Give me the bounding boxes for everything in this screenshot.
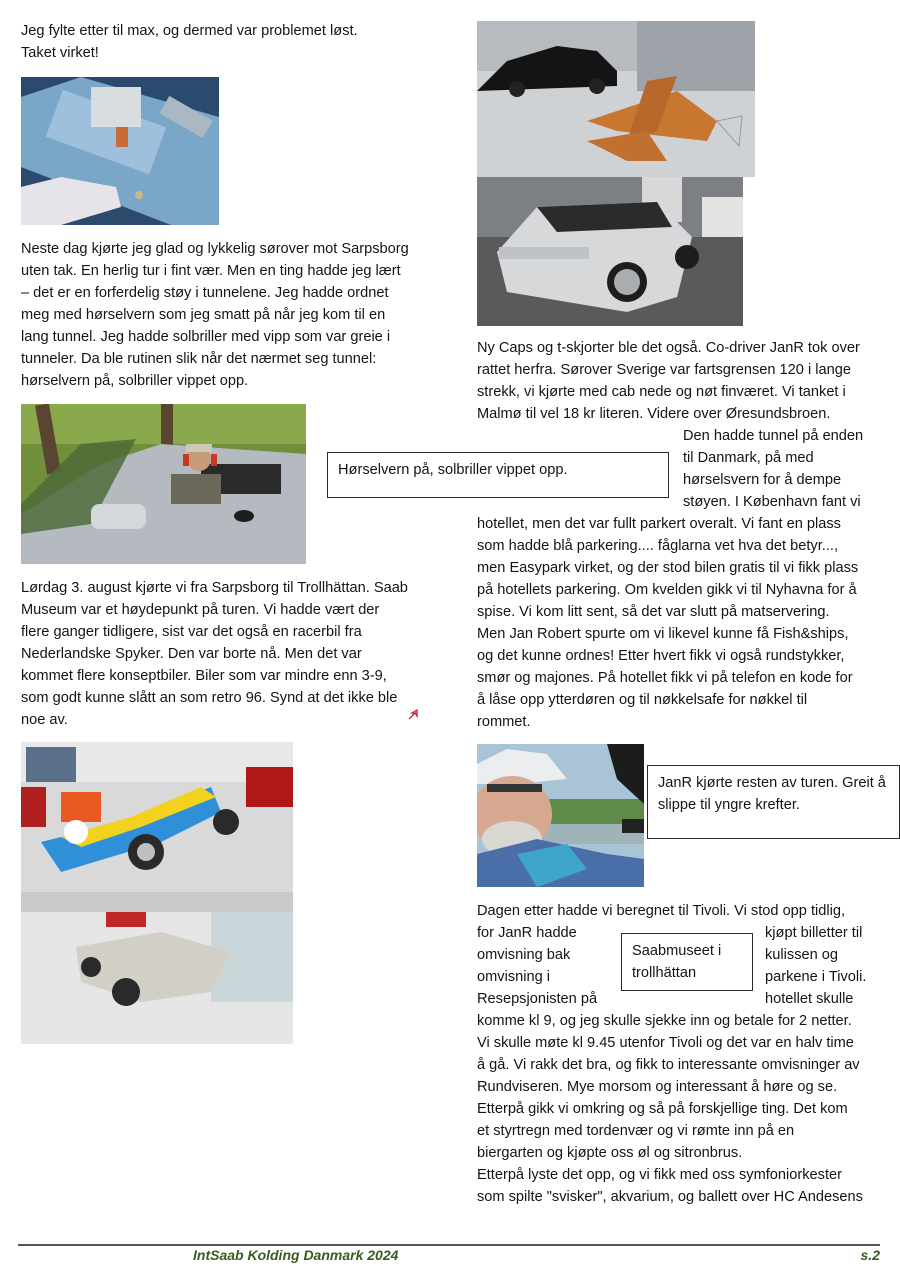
text-line: strekk, vi kjørte med cab nede og nøt finværet. Vi tanket i	[477, 384, 846, 400]
text-line: å gå. Vi rakk det bra, og fikk to interessante omvisninger av	[477, 1057, 860, 1073]
text-line: lang tunnel. Jeg hadde solbriller med vipp som var greie i	[21, 329, 391, 345]
text-line: å låse opp ytterdøren og til nøkkelsafe for nøkkel til	[477, 692, 808, 708]
text-line: kjøpt billetter til	[765, 925, 863, 941]
page-number: s.2	[860, 1247, 880, 1263]
text-line: meg med hørselvern som jeg smatt på når jeg kom til en	[21, 307, 386, 323]
text-line: omvisning bak	[477, 947, 571, 963]
text-line: og det kunne ordnes! Etter hvert fikk vi også rundstykker,	[477, 648, 845, 664]
caption-text: JanR kjørte resten av turen. Greit å slippe til yngre krefter.	[658, 775, 886, 813]
text-line: Rundviseren. Mye morsom og interessant å høre og se.	[477, 1079, 838, 1095]
text-line: Malmø til vel 18 kr literen. Videre over Øresundsbroen.	[477, 406, 831, 422]
paragraph-caps	[477, 337, 887, 425]
text-line: Etterpå gikk vi omkring og så på forskjellige ting. Det kom	[477, 1101, 848, 1117]
text-line: til Danmark, på med	[683, 450, 814, 466]
text-line: rattet herfra. Sørover Sverige var fartsgrensen 120 i lange	[477, 362, 851, 378]
text-line: flere ganger tidligere, sist var det også en racerbil fra	[21, 624, 362, 640]
text-line: noe av.	[21, 712, 68, 728]
text-line: som hadde blå parkering.... fåglarna vet hva det betyr...,	[477, 538, 839, 554]
text-line: kommet flere konseptbiler. Biler som var mindre enn 3-9,	[21, 668, 387, 684]
text-line: hotellet, men det var fullt parkert overalt. Vi fant en plass	[477, 516, 841, 532]
photo-museum-car-and-plane	[477, 21, 755, 177]
caption-text: Saabmuseet i trollhättan	[632, 943, 722, 981]
photo-driver-convertible	[21, 404, 306, 564]
text-line: hørselvern på, solbriller vippet opp.	[21, 373, 249, 389]
text-line: som spilte "svisker", akvarium, og ballett over HC Andesens	[477, 1189, 863, 1205]
text-line: Nederlandske Spyker. Den var borte nå. Men det var	[21, 646, 362, 662]
caption-text: Hørselvern på, solbriller vippet opp.	[338, 462, 568, 478]
text-line: Taket virket!	[21, 45, 99, 61]
caption-saab-museum	[621, 933, 753, 991]
anchor-arrow-icon	[406, 708, 420, 722]
text-line: for JanR hadde	[477, 925, 577, 941]
text-line: støyen. I København fant vi	[683, 494, 861, 510]
text-line: parkene i Tivoli.	[765, 969, 867, 985]
text-line: på hotellets parkering. Om kvelden gikk vi til Nyhavna for å	[477, 582, 857, 598]
photo-racing-cars-museum	[21, 742, 293, 1044]
text-line: Etterpå lyste det opp, og vi fikk med oss symfoniorkester	[477, 1167, 843, 1183]
text-line: komme kl 9, og jeg skulle sjekke inn og betale for 2 netter.	[477, 1013, 852, 1029]
text-line: smør og majones. På hotellet fikk vi på telefon en kode for	[477, 670, 853, 686]
text-line: spise. Vi kom litt sent, så det var slutt på matservering.	[477, 604, 830, 620]
text-line: Vi skulle møte kl 9.45 utenfor Tivoli og det var en halv time	[477, 1035, 854, 1051]
text-line: tunneler. Da ble rutinen slik når det nærmet seg tunnel:	[21, 351, 377, 367]
text-line: hotellet skulle	[765, 991, 854, 1007]
text-line: Lørdag 3. august kjørte vi fra Sarpsborg til Trollhättan. Saab	[21, 580, 408, 596]
text-line: uten tak. En herlig tur i fint vær. Men en ting hadde jeg lært	[21, 263, 401, 279]
photo-convertible-roof-mechanism	[21, 77, 219, 225]
text-line: kulissen og	[765, 947, 839, 963]
caption-hearing-protection	[327, 452, 669, 498]
text-line: men Easypark virket, og der stod bilen gratis til vi fikk plass	[477, 560, 859, 576]
paragraph-hotel	[477, 513, 892, 733]
text-line: omvisning i	[477, 969, 550, 985]
text-line: Neste dag kjørte jeg glad og lykkelig sørover mot Sarpsborg	[21, 241, 409, 257]
text-line: Den hadde tunnel på enden	[683, 428, 864, 444]
text-line: Museum var et høydepunkt på turen. Vi hadde vært der	[21, 602, 380, 618]
paragraph-museum	[21, 577, 451, 731]
text-line: Ny Caps og t-skjorter ble det også. Co-driver JanR tok over	[477, 340, 860, 356]
text-line: Resepsjonisten på	[477, 991, 598, 1007]
text-line: Jeg fylte etter til max, og dermed var problemet løst.	[21, 23, 358, 39]
photo-concept-car	[477, 177, 743, 326]
paragraph-tivoli-first-line	[477, 900, 892, 922]
text-line: hørselsvern for å dempe	[683, 472, 842, 488]
text-line: som godt kunne slått an som retro 96. Synd at det ikke ble	[21, 690, 398, 706]
text-line: Men Jan Robert spurte om vi likevel kunne få Fish&ships,	[477, 626, 849, 642]
intro-text	[21, 20, 441, 64]
paragraph-tunnel-denmark	[683, 425, 893, 513]
text-line: – det er en forferdelig støy i tunnelene. Jeg hadde ordnet	[21, 285, 389, 301]
paragraph-tivoli-right-wrap	[765, 922, 895, 1010]
paragraph-tivoli-left-wrap	[477, 922, 617, 1010]
caption-janr-driving	[647, 765, 900, 839]
text-line: rommet.	[477, 714, 531, 730]
text-line: et styrtregn med tordenvær og vi rømte inn på en	[477, 1123, 795, 1139]
text-line: Dagen etter hadde vi beregnet til Tivoli. Vi stod opp tidlig,	[477, 903, 846, 919]
footer-divider	[18, 1244, 880, 1246]
footer-title: IntSaab Kolding Danmark 2024	[193, 1247, 399, 1263]
paragraph-tivoli-rest	[477, 1010, 892, 1208]
photo-janr-driving	[477, 744, 644, 887]
paragraph-tunnel	[21, 238, 451, 392]
text-line: biergarten og kjøpte oss øl og sitronbrus.	[477, 1145, 743, 1161]
